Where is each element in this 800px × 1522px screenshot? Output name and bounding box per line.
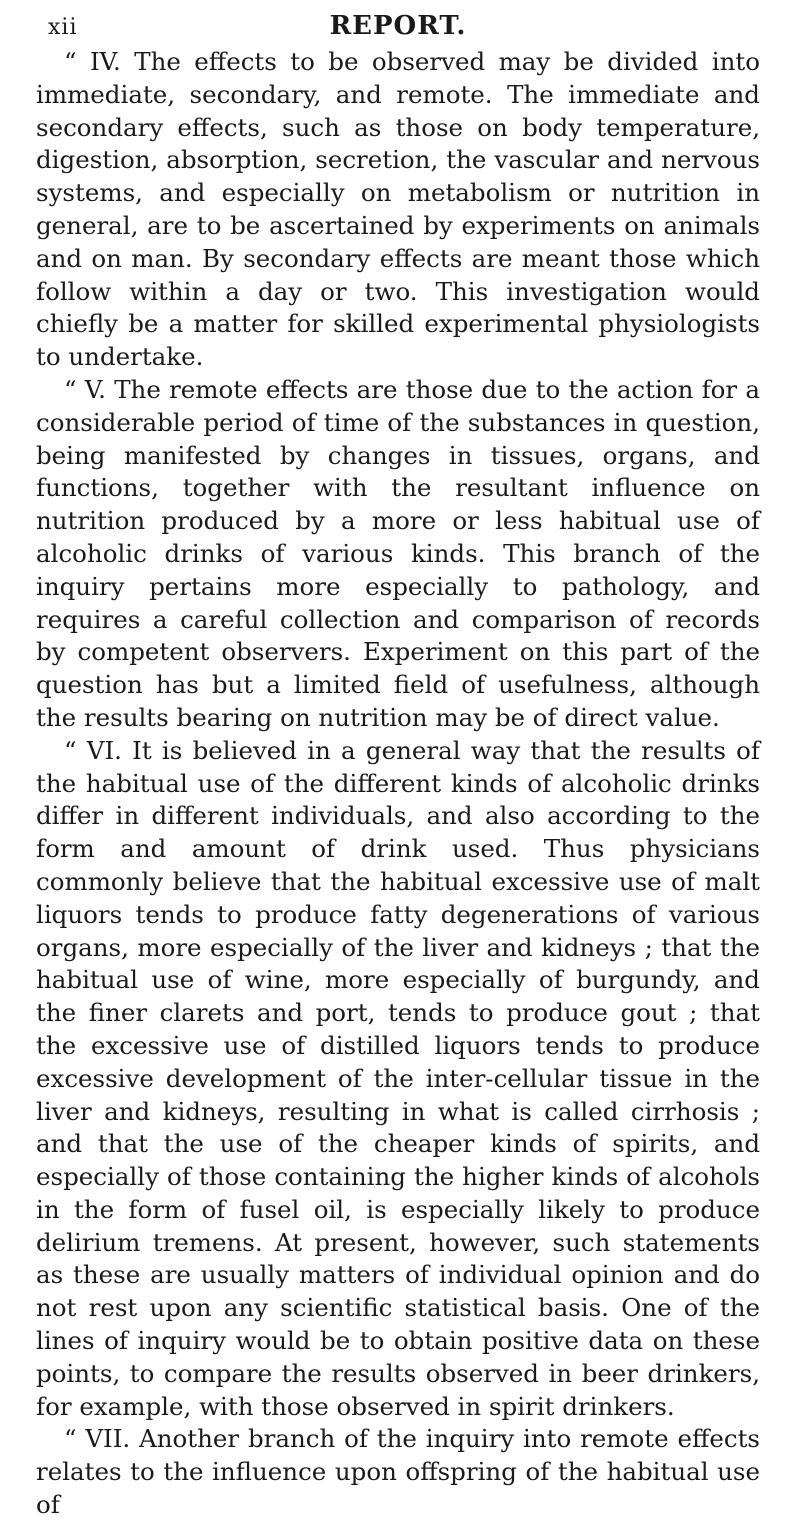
paragraph-iv: “ IV. The effects to be observed may be divided into immediate, secondary, and remote. The immediate and secondary effects, such as those on body temperature, digestion, absorption, secretion, the vascular and nervous systems, and especially on metabolism or nutrition in general, are to be ascertained by experiments on animals and on man. By secondary effects are meant those which follow within a day or two. This investigation would chiefly be a matter for skilled experimental physiologists to undertake. bbox=[36, 47, 760, 372]
paragraph-vii: “ VII. Another branch of the inquiry into remote effects relates to the influence upon offspring of the habitual use of bbox=[36, 1424, 760, 1520]
paragraph-v: “ V. The remote effects are those due to the action for a considerable period of time of the substances in question, being manifested by changes in tissues, organs, and functions, together with the resultant influence on nutrition produced by a more or less habitual use of alcoholic drinks of various kinds. This branch of the inquiry pertains more especially to pathology, and requires a careful collection and comparison of records by competent observers. Experiment on this part of the question has but a limited field of usefulness, although the results bearing on nutrition may be of direct value. bbox=[36, 374, 760, 732]
book-page bbox=[36, 6, 760, 1522]
page-header bbox=[36, 6, 760, 46]
paragraph-vi: “ VI. It is believed in a general way that the results of the habitual use of the different kinds of alcoholic drinks differ in different individuals, and also according to the form and amount of drink used. Thus physicians commonly believe that the habitual excessive use of malt liquors tends to produce fatty degenerations of various organs, more especially of the liver and kidneys ; that the habitual use of wine, more especially of burgundy, and the finer clarets and port, tends to produce gout ; that the excessive use of distilled liquors tends to produce excessive development of the inter-cellular tissue in the liver and kidneys, resulting in what is called cirrhosis ; and that the use of the cheaper kinds of spirits, and especially of those containing the higher kinds of alcohols in the form of fusel oil, is especially likely to produce delirium tremens. At present, however, such statements as these are usually matters of individual opinion and do not rest upon any scientific statistical basis. One of the lines of inquiry would be to obtain positive data on these points, to compare the results observed in beer drinkers, for example, with those observed in spirit drinkers. bbox=[36, 735, 760, 1421]
page-number: xii bbox=[48, 15, 78, 40]
running-head: REPORT. bbox=[329, 11, 467, 41]
body-text bbox=[36, 46, 760, 1522]
